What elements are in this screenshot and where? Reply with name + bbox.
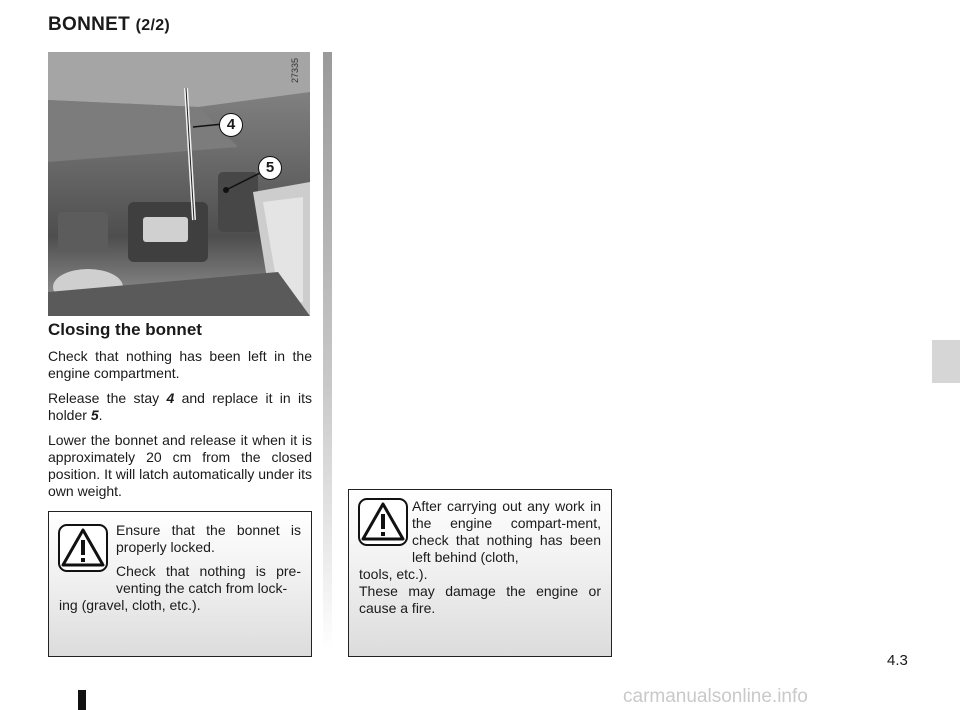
warning-triangle-icon (58, 524, 108, 572)
paragraph-release-stay (48, 390, 312, 424)
warning-lock-text: Ensure that the bonnet is properly locked. (116, 522, 301, 555)
warning-fire-text: These may damage the engine or cause a fire. (359, 583, 601, 616)
watermark: carmanualsonline.info (623, 686, 808, 707)
callout-label-4 (219, 113, 243, 137)
paragraph-check-compartment: Check that nothing has been left in the engine compartment. (48, 348, 312, 381)
column-divider (323, 52, 332, 652)
warning-box-fire (348, 489, 612, 657)
warning-triangle-icon (358, 498, 408, 546)
section-tab (932, 340, 960, 383)
warning-work-text: After carrying out any work in the engine compart-ment, check that nothing has been left behind (cloth, (412, 498, 601, 565)
warning-catch-text: Check that nothing is pre-venting the catch from lock- (116, 563, 301, 596)
page-title-suffix: (2/2) (135, 17, 171, 34)
stay-reference: 4 (166, 390, 175, 406)
page-title-text: BONNET (48, 14, 131, 35)
page-number: 4.3 (887, 652, 908, 669)
figure-code: 27335 (290, 58, 300, 84)
section-heading: Closing the bonnet (48, 320, 202, 339)
callout-number-4: 4 (226, 116, 236, 133)
warning-catch-text-cont: ing (gravel, cloth, etc.). (59, 597, 201, 613)
warning-tools-text: tools, etc.). (359, 566, 428, 582)
warning-box-lock (48, 511, 312, 657)
callout-number-5: 5 (265, 159, 275, 176)
page-title (48, 14, 170, 36)
paragraph-release-stay-end: . (98, 407, 103, 423)
holder-reference: 5 (90, 407, 99, 423)
paragraph-lower-bonnet: Lower the bonnet and release it when it is approximately 20 cm from the closed position. It will latch automatically under its own weight. (48, 432, 312, 499)
paragraph-release-stay-middle: and replace it in its holder (48, 390, 312, 423)
paragraph-release-stay-start: Release the stay (48, 390, 167, 406)
warning-work-text-cont (359, 566, 601, 617)
callout-label-5 (258, 156, 282, 180)
corner-mark (78, 690, 86, 710)
engine-bay-photo (48, 52, 310, 316)
